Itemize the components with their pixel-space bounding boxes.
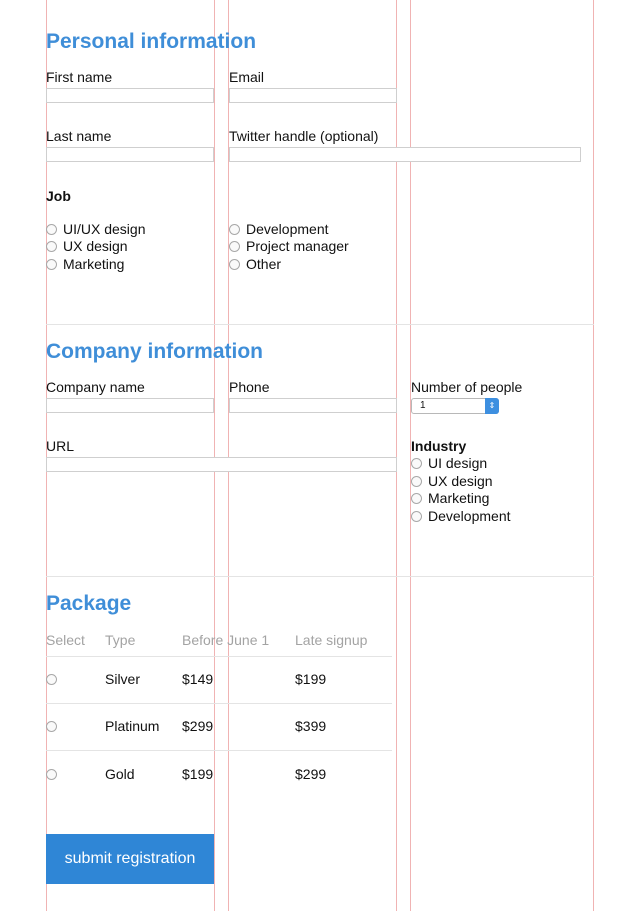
table-cell-early: $149 — [182, 671, 214, 687]
first-name-field[interactable] — [46, 88, 214, 103]
table-cell-late: $199 — [295, 671, 327, 687]
company-name-field[interactable] — [46, 398, 214, 413]
radio-button[interactable] — [46, 259, 57, 270]
job-label: Job — [46, 188, 71, 204]
radio-button[interactable] — [411, 458, 422, 469]
phone-label: Phone — [229, 379, 270, 395]
submit-registration-button[interactable]: submit registration — [46, 834, 214, 884]
email-field[interactable] — [229, 88, 397, 103]
column-header-type: Type — [105, 632, 136, 648]
industry-option-label: UI design — [428, 455, 488, 471]
package-radio-platinum[interactable] — [46, 721, 57, 732]
table-cell-late: $299 — [295, 766, 327, 782]
job-option[interactable] — [46, 238, 128, 254]
last-name-label: Last name — [46, 128, 112, 144]
people-label: Number of people — [411, 379, 523, 395]
table-cell-late: $399 — [295, 718, 327, 734]
job-option-label: Project manager — [246, 238, 349, 254]
grid-guide-line — [396, 0, 397, 911]
company-name-label: Company name — [46, 379, 145, 395]
phone-field[interactable] — [229, 398, 397, 413]
column-header-late: Late signup — [295, 632, 368, 648]
table-divider — [46, 656, 392, 657]
job-option-label: UX design — [63, 238, 128, 254]
company-info-heading: Company information — [46, 340, 264, 363]
package-heading: Package — [46, 592, 132, 615]
industry-option-label: UX design — [428, 473, 493, 489]
radio-button[interactable] — [229, 224, 240, 235]
job-option[interactable] — [229, 221, 329, 237]
job-option-label: UI/UX design — [63, 221, 146, 237]
package-radio-gold[interactable] — [46, 769, 57, 780]
last-name-field[interactable] — [46, 147, 214, 162]
industry-option[interactable] — [411, 455, 487, 471]
grid-guide-line — [593, 0, 594, 911]
industry-option[interactable] — [411, 490, 489, 506]
job-option[interactable] — [46, 221, 145, 237]
industry-option-label: Marketing — [428, 490, 490, 506]
table-cell-type: Gold — [105, 766, 135, 782]
select-arrows-icon: ⇕ — [485, 398, 499, 414]
email-label: Email — [229, 69, 265, 85]
people-select[interactable] — [411, 398, 499, 414]
url-field[interactable] — [46, 457, 397, 472]
url-label: URL — [46, 438, 75, 454]
personal-info-heading: Personal information — [46, 30, 257, 53]
table-divider — [46, 703, 392, 704]
job-option-label: Other — [246, 256, 282, 272]
twitter-field[interactable] — [229, 147, 581, 162]
industry-option[interactable] — [411, 508, 511, 524]
table-cell-early: $299 — [182, 718, 214, 734]
people-select-value: 1 — [420, 400, 426, 411]
job-option-label: Marketing — [63, 256, 125, 272]
radio-button[interactable] — [411, 511, 422, 522]
job-option[interactable] — [229, 238, 349, 254]
job-option[interactable] — [229, 256, 281, 272]
grid-guide-line — [214, 0, 215, 911]
first-name-label: First name — [46, 69, 113, 85]
industry-option-label: Development — [428, 508, 511, 524]
table-cell-early: $199 — [182, 766, 214, 782]
radio-button[interactable] — [229, 241, 240, 252]
radio-button[interactable] — [46, 241, 57, 252]
column-header-select: Select — [46, 632, 85, 648]
industry-label: Industry — [411, 438, 467, 454]
section-divider — [46, 576, 594, 577]
package-radio-silver[interactable] — [46, 674, 57, 685]
radio-button[interactable] — [411, 476, 422, 487]
column-header-before: Before June 1 — [182, 632, 270, 648]
twitter-label: Twitter handle (optional) — [229, 128, 379, 144]
table-cell-type: Platinum — [105, 718, 160, 734]
radio-button[interactable] — [411, 493, 422, 504]
table-cell-type: Silver — [105, 671, 141, 687]
job-option-label: Development — [246, 221, 329, 237]
section-divider — [46, 324, 594, 325]
table-divider — [46, 750, 392, 751]
radio-button[interactable] — [229, 259, 240, 270]
job-option[interactable] — [46, 256, 124, 272]
radio-button[interactable] — [46, 224, 57, 235]
industry-option[interactable] — [411, 473, 493, 489]
